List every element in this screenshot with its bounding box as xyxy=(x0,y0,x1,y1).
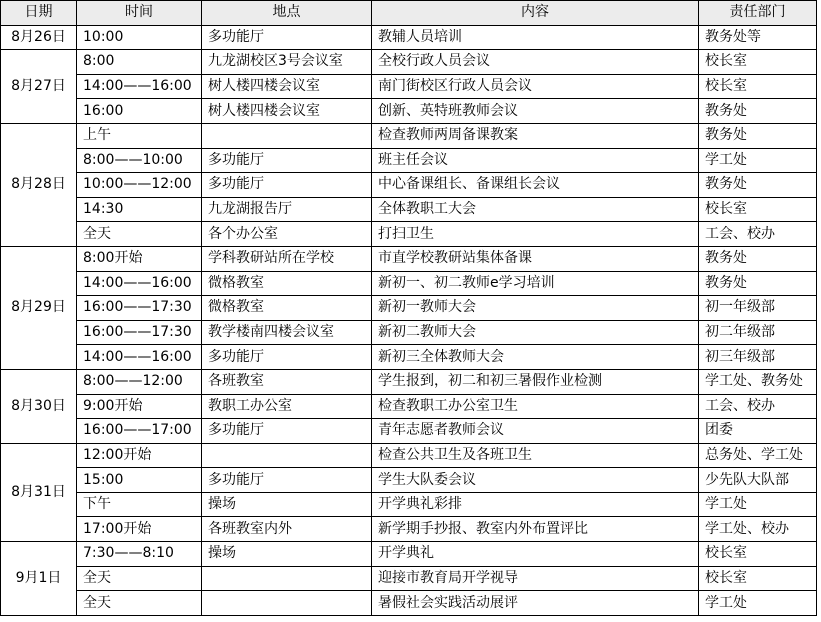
content-cell: 青年志愿者教师会议 xyxy=(372,419,699,444)
time-cell: 17:00开始 xyxy=(77,517,202,542)
table-row xyxy=(1,468,817,493)
time-cell: 下午 xyxy=(77,492,202,517)
table-row xyxy=(1,369,817,394)
content-cell: 新初二教师大会 xyxy=(372,320,699,345)
content-cell: 打扫卫生 xyxy=(372,222,699,247)
location-cell xyxy=(202,123,372,148)
date-cell: 8月26日 xyxy=(1,25,77,50)
location-cell: 多功能厅 xyxy=(202,173,372,198)
time-cell: 8:00开始 xyxy=(77,246,202,271)
location-cell: 多功能厅 xyxy=(202,148,372,173)
header-content: 内容 xyxy=(372,1,699,26)
department-cell: 校长室 xyxy=(699,197,817,222)
table-row xyxy=(1,123,817,148)
content-cell: 全校行政人员会议 xyxy=(372,50,699,75)
content-cell: 开学典礼 xyxy=(372,542,699,567)
date-cell: 9月1日 xyxy=(1,542,77,616)
department-cell: 学工处、校办 xyxy=(699,517,817,542)
department-cell: 校长室 xyxy=(699,74,817,99)
content-cell: 创新、英特班教师会议 xyxy=(372,99,699,124)
department-cell: 校长室 xyxy=(699,50,817,75)
location-cell: 各个办公室 xyxy=(202,222,372,247)
table-row xyxy=(1,419,817,444)
table-row xyxy=(1,517,817,542)
department-cell: 学工处 xyxy=(699,148,817,173)
content-cell: 检查教职工办公室卫生 xyxy=(372,394,699,419)
department-cell: 工会、校办 xyxy=(699,222,817,247)
time-cell: 16:00 xyxy=(77,99,202,124)
table-row xyxy=(1,443,817,468)
location-cell: 多功能厅 xyxy=(202,25,372,50)
content-cell: 班主任会议 xyxy=(372,148,699,173)
content-cell: 中心备课组长、备课组长会议 xyxy=(372,173,699,198)
department-cell: 教务处 xyxy=(699,271,817,296)
department-cell: 学工处、教务处 xyxy=(699,369,817,394)
location-cell: 操场 xyxy=(202,542,372,567)
time-cell: 14:30 xyxy=(77,197,202,222)
location-cell xyxy=(202,566,372,591)
content-cell: 新学期手抄报、教室内外布置评比 xyxy=(372,517,699,542)
table-row xyxy=(1,492,817,517)
date-cell: 8月31日 xyxy=(1,443,77,541)
department-cell: 少先队大队部 xyxy=(699,468,817,493)
content-cell: 开学典礼彩排 xyxy=(372,492,699,517)
content-cell: 市直学校教研站集体备课 xyxy=(372,246,699,271)
content-cell: 新初一、初二教师e学习培训 xyxy=(372,271,699,296)
table-row xyxy=(1,591,817,616)
time-cell: 全天 xyxy=(77,222,202,247)
location-cell xyxy=(202,591,372,616)
table-row xyxy=(1,246,817,271)
location-cell: 多功能厅 xyxy=(202,345,372,370)
header-time: 时间 xyxy=(77,1,202,26)
time-cell: 14:00——16:00 xyxy=(77,345,202,370)
content-cell: 迎接市教育局开学视导 xyxy=(372,566,699,591)
department-cell: 校长室 xyxy=(699,566,817,591)
time-cell: 上午 xyxy=(77,123,202,148)
time-cell: 15:00 xyxy=(77,468,202,493)
content-cell: 检查公共卫生及各班卫生 xyxy=(372,443,699,468)
location-cell: 微格教室 xyxy=(202,271,372,296)
table-row xyxy=(1,74,817,99)
time-cell: 8:00——12:00 xyxy=(77,369,202,394)
table-row xyxy=(1,566,817,591)
location-cell: 九龙湖报告厅 xyxy=(202,197,372,222)
table-row xyxy=(1,542,817,567)
time-cell: 10:00 xyxy=(77,25,202,50)
location-cell: 微格教室 xyxy=(202,296,372,321)
table-row xyxy=(1,148,817,173)
time-cell: 14:00——16:00 xyxy=(77,74,202,99)
header-row xyxy=(1,1,817,26)
time-cell: 10:00——12:00 xyxy=(77,173,202,198)
location-cell: 多功能厅 xyxy=(202,419,372,444)
content-cell: 学生报到，初二和初三暑假作业检测 xyxy=(372,369,699,394)
content-cell: 南门街校区行政人员会议 xyxy=(372,74,699,99)
department-cell: 教务处 xyxy=(699,99,817,124)
location-cell: 树人楼四楼会议室 xyxy=(202,99,372,124)
table-row xyxy=(1,271,817,296)
time-cell: 16:00——17:00 xyxy=(77,419,202,444)
table-row xyxy=(1,173,817,198)
department-cell: 学工处 xyxy=(699,492,817,517)
table-row xyxy=(1,50,817,75)
department-cell: 初一年级部 xyxy=(699,296,817,321)
department-cell: 教务处 xyxy=(699,246,817,271)
time-cell: 16:00——17:30 xyxy=(77,296,202,321)
department-cell: 初三年级部 xyxy=(699,345,817,370)
table-row xyxy=(1,296,817,321)
table-row xyxy=(1,345,817,370)
content-cell: 暑假社会实践活动展评 xyxy=(372,591,699,616)
time-cell: 14:00——16:00 xyxy=(77,271,202,296)
location-cell: 多功能厅 xyxy=(202,468,372,493)
table-row xyxy=(1,25,817,50)
content-cell: 学生大队委会议 xyxy=(372,468,699,493)
time-cell: 9:00开始 xyxy=(77,394,202,419)
department-cell: 教务处 xyxy=(699,123,817,148)
content-cell: 检查教师两周备课教案 xyxy=(372,123,699,148)
time-cell: 7:30——8:10 xyxy=(77,542,202,567)
table-row xyxy=(1,394,817,419)
header-location: 地点 xyxy=(202,1,372,26)
department-cell: 初二年级部 xyxy=(699,320,817,345)
department-cell: 总务处、学工处 xyxy=(699,443,817,468)
location-cell: 教学楼南四楼会议室 xyxy=(202,320,372,345)
date-cell: 8月27日 xyxy=(1,50,77,124)
table-row xyxy=(1,99,817,124)
time-cell: 全天 xyxy=(77,591,202,616)
time-cell: 8:00 xyxy=(77,50,202,75)
schedule-body xyxy=(1,25,817,615)
location-cell: 九龙湖校区3号会议室 xyxy=(202,50,372,75)
time-cell: 16:00——17:30 xyxy=(77,320,202,345)
location-cell: 教职工办公室 xyxy=(202,394,372,419)
date-cell: 8月28日 xyxy=(1,123,77,246)
location-cell xyxy=(202,443,372,468)
table-row xyxy=(1,197,817,222)
header-date: 日期 xyxy=(1,1,77,26)
location-cell: 各班教室 xyxy=(202,369,372,394)
location-cell: 各班教室内外 xyxy=(202,517,372,542)
location-cell: 学科教研站所在学校 xyxy=(202,246,372,271)
content-cell: 新初三全体教师大会 xyxy=(372,345,699,370)
department-cell: 校长室 xyxy=(699,542,817,567)
date-cell: 8月29日 xyxy=(1,246,77,369)
department-cell: 工会、校办 xyxy=(699,394,817,419)
content-cell: 教辅人员培训 xyxy=(372,25,699,50)
time-cell: 全天 xyxy=(77,566,202,591)
department-cell: 团委 xyxy=(699,419,817,444)
content-cell: 新初一教师大会 xyxy=(372,296,699,321)
location-cell: 操场 xyxy=(202,492,372,517)
department-cell: 教务处 xyxy=(699,173,817,198)
content-cell: 全体教职工大会 xyxy=(372,197,699,222)
department-cell: 学工处 xyxy=(699,591,817,616)
table-row xyxy=(1,222,817,247)
date-cell: 8月30日 xyxy=(1,369,77,443)
table-row xyxy=(1,320,817,345)
location-cell: 树人楼四楼会议室 xyxy=(202,74,372,99)
header-department: 责任部门 xyxy=(699,1,817,26)
time-cell: 12:00开始 xyxy=(77,443,202,468)
time-cell: 8:00——10:00 xyxy=(77,148,202,173)
department-cell: 教务处等 xyxy=(699,25,817,50)
